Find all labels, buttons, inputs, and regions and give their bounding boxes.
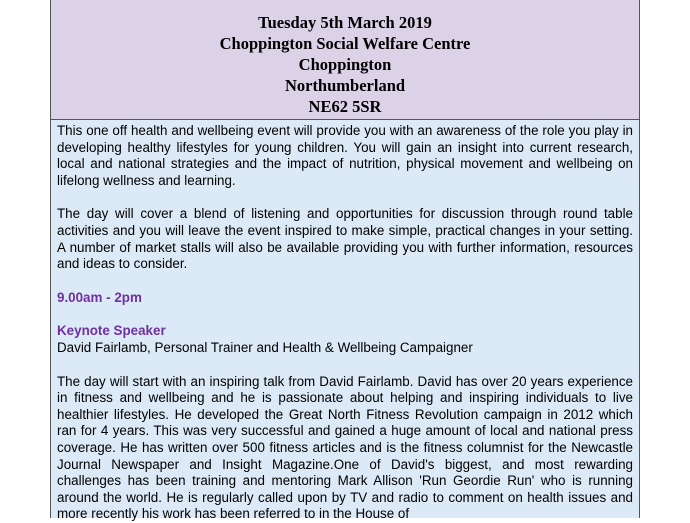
keynote-heading: Keynote Speaker [57, 323, 166, 339]
event-header [50, 0, 640, 120]
event-venue: Choppington Social Welfare Centre [219, 34, 471, 53]
event-postcode: NE62 5SR [308, 97, 382, 116]
event-details [50, 120, 640, 522]
event-date: Tuesday 5th March 2019 [258, 13, 432, 32]
event-county: Northumberland [284, 76, 406, 95]
day-description-paragraph: The day will cover a blend of listening and opportunities for discussion through round table activities and you will leave the event inspired to make simple, practical changes in your setting. A number of market stalls will also be available providing you with further information, resources and ideas to consider. [57, 206, 633, 272]
event-time: 9.00am - 2pm [57, 289, 142, 305]
intro-paragraph: This one off health and wellbeing event will provide you with an awareness of the role you play in developing healthy lifestyles for young children. You will gain an insight into current research, local and national strategies and the impact of nutrition, physical movement and wellbeing on lifelong wellness and learning. [57, 123, 633, 188]
keynote-speaker: David Fairlamb, Personal Trainer and Health & Wellbeing Campaigner [57, 339, 473, 355]
event-town: Choppington [298, 55, 392, 74]
speaker-bio-paragraph: The day will start with an inspiring talk from David Fairlamb. David has over 20 years experience in fitness and wellbeing and he is passionate about helping and inspiring individuals to live healthier lifestyles. He developed the Great North Fitness Revolution campaign in 2012 which ran for 4 years. This was very successful and gained a huge amount of local and national press coverage. He has written over 500 fitness articles and is the fitness columnist for the Newcastle Journal Newspaper and Insight Magazine.One of David's biggest, and most rewarding challenges has been training and mentoring Mark Allison 'Run Geordie Run' who is running around the world. He is regularly called upon by TV and radio to comment on health issues and more recently his work has been referred to in the House of [57, 373, 633, 522]
